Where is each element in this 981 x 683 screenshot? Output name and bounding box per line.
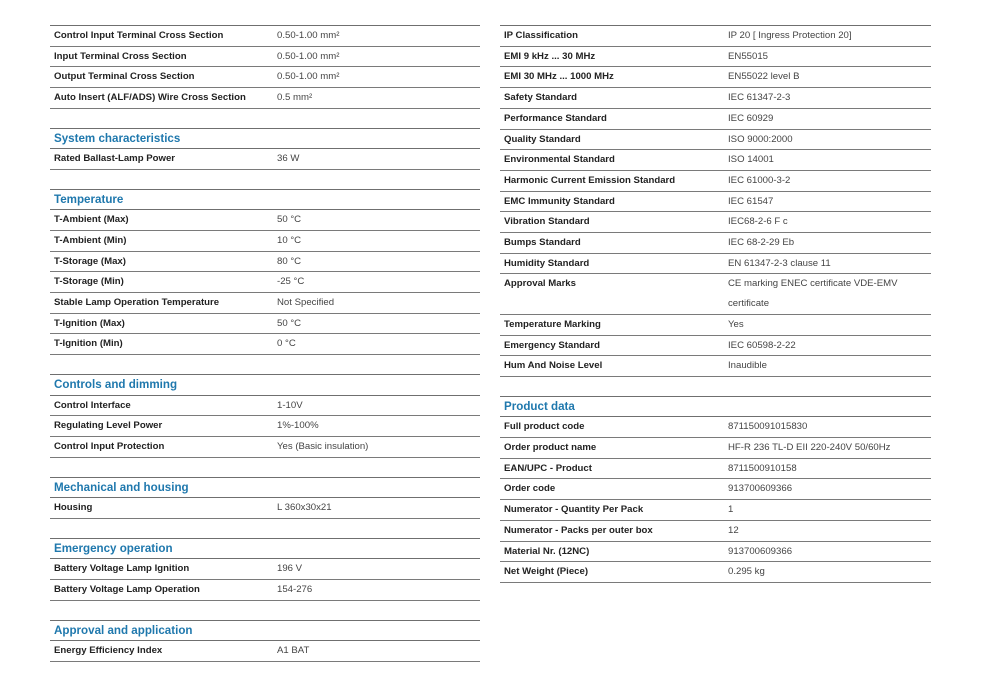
spec-row-quality-standard	[500, 130, 931, 151]
spec-row-emc-immunity-standard	[500, 192, 931, 213]
spec-value: EN55022 level B	[728, 71, 800, 83]
spec-value: 0.295 kg	[728, 566, 765, 578]
spec-value: IEC 68-2-29 Eb	[728, 237, 795, 249]
spec-row-t-storage-max	[50, 252, 480, 273]
spec-value: IEC 60598-2-22	[728, 339, 796, 351]
spec-value: HF-R 236 TL-D EII 220-240V 50/60Hz	[728, 442, 891, 454]
spec-value: 12	[728, 524, 739, 536]
spec-label: Vibration Standard	[504, 216, 590, 228]
spec-section-temperature	[50, 189, 480, 355]
spec-label: Order product name	[504, 442, 597, 454]
spec-label: Control Interface	[54, 399, 131, 411]
section-heading: Temperature	[50, 190, 480, 210]
spec-label: EAN/UPC - Product	[504, 462, 592, 474]
section-heading: Mechanical and housing	[50, 478, 480, 498]
spec-label: Numerator - Quantity Per Pack	[504, 504, 644, 516]
spec-row-net-weight-piece	[500, 562, 931, 583]
spec-label: EMI 30 MHz ... 1000 MHz	[504, 71, 614, 83]
spec-row-control-interface	[50, 396, 480, 417]
section-heading: Emergency operation	[50, 539, 480, 559]
spec-row-bumps-standard	[500, 233, 931, 254]
spec-row-t-ambient-max	[50, 210, 480, 231]
spec-row-performance-standard	[500, 109, 931, 130]
spec-row-emi-9-khz-30-mhz	[500, 47, 931, 68]
spec-label: Approval Marks	[504, 278, 576, 290]
spec-row-numerator-packs-per-outer-box	[500, 521, 931, 542]
spec-label: T-Ignition (Max)	[54, 317, 125, 329]
spec-value: Inaudible	[728, 360, 767, 372]
spec-row-t-ambient-min	[50, 231, 480, 252]
spec-row-auto-insert-alf-ads-wire-cross-section	[50, 88, 480, 109]
spec-row-approval-marks	[500, 274, 931, 314]
spec-row-energy-efficiency-index	[50, 641, 480, 662]
spec-label: T-Ambient (Max)	[54, 214, 129, 226]
spec-label: Harmonic Current Emission Standard	[504, 174, 676, 186]
spec-row-t-storage-min	[50, 272, 480, 293]
spec-value: 1	[728, 504, 734, 516]
spec-label: IP Classification	[504, 30, 578, 41]
spec-row-t-ignition-max	[50, 314, 480, 335]
spec-value: 154-276	[277, 583, 313, 595]
spec-label: Hum And Noise Level	[504, 360, 603, 372]
spec-section-controls-and-dimming	[50, 374, 480, 457]
spec-label: Auto Insert (ALF/ADS) Wire Cross Section	[54, 92, 246, 104]
spec-value: IEC 61000-3-2	[728, 174, 791, 186]
section-heading: System characteristics	[50, 129, 480, 149]
spec-row-humidity-standard	[500, 254, 931, 275]
spec-column-left	[50, 25, 480, 681]
spec-section-system-characteristics	[50, 128, 480, 170]
spec-value: 1-10V	[277, 399, 303, 411]
spec-label: Battery Voltage Lamp Ignition	[54, 563, 190, 575]
spec-label: Control Input Protection	[54, 440, 165, 452]
spec-value: 0.50-1.00 mm²	[277, 50, 340, 62]
spec-section	[500, 25, 931, 377]
spec-value: 1%-100%	[277, 420, 319, 432]
spec-row-stable-lamp-operation-temperature	[50, 293, 480, 314]
spec-value: IEC 60929	[728, 112, 774, 124]
spec-label: Material Nr. (12NC)	[504, 545, 590, 557]
spec-row-safety-standard	[500, 88, 931, 109]
spec-value: A1 BAT	[277, 644, 310, 656]
spec-label: T-Ambient (Min)	[54, 234, 127, 246]
spec-value: ISO 9000:2000	[728, 133, 793, 145]
spec-row-output-terminal-cross-section	[50, 67, 480, 88]
spec-row-emergency-standard	[500, 336, 931, 357]
spec-row-material-nr-12nc	[500, 542, 931, 563]
spec-row-order-code	[500, 479, 931, 500]
spec-value: 10 °C	[277, 234, 302, 246]
spec-value: 0 °C	[277, 338, 296, 350]
spec-label: Regulating Level Power	[54, 420, 163, 432]
spec-row-emi-30-mhz-1000-mhz	[500, 67, 931, 88]
spec-label: EMI 9 kHz ... 30 MHz	[504, 50, 596, 62]
spec-value: 0.5 mm²	[277, 92, 313, 104]
spec-label: Output Terminal Cross Section	[54, 71, 195, 83]
spec-label: T-Storage (Max)	[54, 255, 126, 267]
spec-row-battery-voltage-lamp-ignition	[50, 559, 480, 580]
spec-value: 36 W	[277, 153, 300, 165]
section-heading: Controls and dimming	[50, 375, 480, 395]
section-heading: Approval and application	[50, 621, 480, 641]
spec-row-vibration-standard	[500, 212, 931, 233]
spec-row-control-input-terminal-cross-section	[50, 26, 480, 47]
spec-label: Quality Standard	[504, 133, 581, 145]
spec-value: 871150091015830	[728, 421, 808, 433]
spec-label: Control Input Terminal Cross Section	[54, 30, 224, 41]
spec-section	[50, 25, 480, 109]
spec-label: T-Ignition (Min)	[54, 338, 123, 350]
spec-row-numerator-quantity-per-pack	[500, 500, 931, 521]
spec-value: ISO 14001	[728, 154, 774, 166]
spec-label: Safety Standard	[504, 92, 578, 104]
spec-row-battery-voltage-lamp-operation	[50, 580, 480, 601]
spec-value: CE marking ENEC certificate VDE-EMV certificate	[728, 278, 898, 310]
spec-section-product-data	[500, 396, 931, 583]
spec-value: 50 °C	[277, 317, 302, 329]
spec-row-ean-upc-product	[500, 459, 931, 480]
spec-section-approval-and-application	[50, 620, 480, 662]
spec-label: Environmental Standard	[504, 154, 615, 166]
spec-label: Humidity Standard	[504, 257, 590, 269]
spec-value: 80 °C	[277, 255, 302, 267]
spec-value: EN 61347-2-3 clause 11	[728, 257, 831, 269]
spec-row-environmental-standard	[500, 150, 931, 171]
spec-label: Numerator - Packs per outer box	[504, 524, 653, 536]
spec-column-right	[500, 25, 931, 602]
spec-row-regulating-level-power	[50, 416, 480, 437]
spec-value: IEC 61547	[728, 195, 774, 207]
spec-label: Emergency Standard	[504, 339, 600, 351]
spec-label: Rated Ballast-Lamp Power	[54, 153, 176, 165]
spec-label: EMC Immunity Standard	[504, 195, 615, 207]
spec-value: 913700609366	[728, 545, 793, 557]
spec-label: Full product code	[504, 421, 585, 433]
spec-value: Not Specified	[277, 297, 335, 309]
spec-row-control-input-protection	[50, 437, 480, 458]
spec-row-rated-ballast-lamp-power	[50, 149, 480, 170]
spec-value: 0.50-1.00 mm²	[277, 30, 340, 41]
spec-value: -25 °C	[277, 276, 305, 288]
spec-value: 50 °C	[277, 214, 302, 226]
spec-section-mechanical-and-housing	[50, 477, 480, 519]
spec-label: Energy Efficiency Index	[54, 644, 163, 656]
spec-value: L 360x30x21	[277, 502, 332, 514]
spec-row-harmonic-current-emission-standard	[500, 171, 931, 192]
section-heading: Product data	[500, 397, 931, 417]
spec-label: Battery Voltage Lamp Operation	[54, 583, 200, 595]
spec-row-t-ignition-min	[50, 334, 480, 355]
spec-value: 8711500910158	[728, 462, 797, 474]
spec-label: Input Terminal Cross Section	[54, 50, 187, 62]
spec-value: IEC 61347-2-3	[728, 92, 791, 104]
spec-value: Yes	[728, 318, 744, 330]
spec-label: Stable Lamp Operation Temperature	[54, 297, 220, 309]
spec-value: IEC68-2-6 F c	[728, 216, 788, 228]
spec-section-emergency-operation	[50, 538, 480, 601]
spec-label: Net Weight (Piece)	[504, 566, 589, 578]
spec-value: 0.50-1.00 mm²	[277, 71, 340, 83]
spec-label: Housing	[54, 502, 93, 514]
spec-value: Yes (Basic insulation)	[277, 440, 369, 452]
spec-row-input-terminal-cross-section	[50, 47, 480, 68]
spec-row-hum-and-noise-level	[500, 356, 931, 377]
spec-label: Order code	[504, 483, 556, 495]
spec-value: 196 V	[277, 563, 303, 575]
spec-row-housing	[50, 498, 480, 519]
spec-label: Performance Standard	[504, 112, 607, 124]
spec-label: T-Storage (Min)	[54, 276, 124, 288]
spec-value: 913700609366	[728, 483, 793, 495]
spec-value: EN55015	[728, 50, 769, 62]
spec-row-full-product-code	[500, 417, 931, 438]
spec-value: IP 20 [ Ingress Protection 20]	[728, 30, 852, 41]
spec-row-order-product-name	[500, 438, 931, 459]
spec-row-ip-classification	[500, 26, 931, 47]
spec-label: Bumps Standard	[504, 237, 581, 249]
spec-label: Temperature Marking	[504, 318, 601, 330]
spec-row-temperature-marking	[500, 315, 931, 336]
